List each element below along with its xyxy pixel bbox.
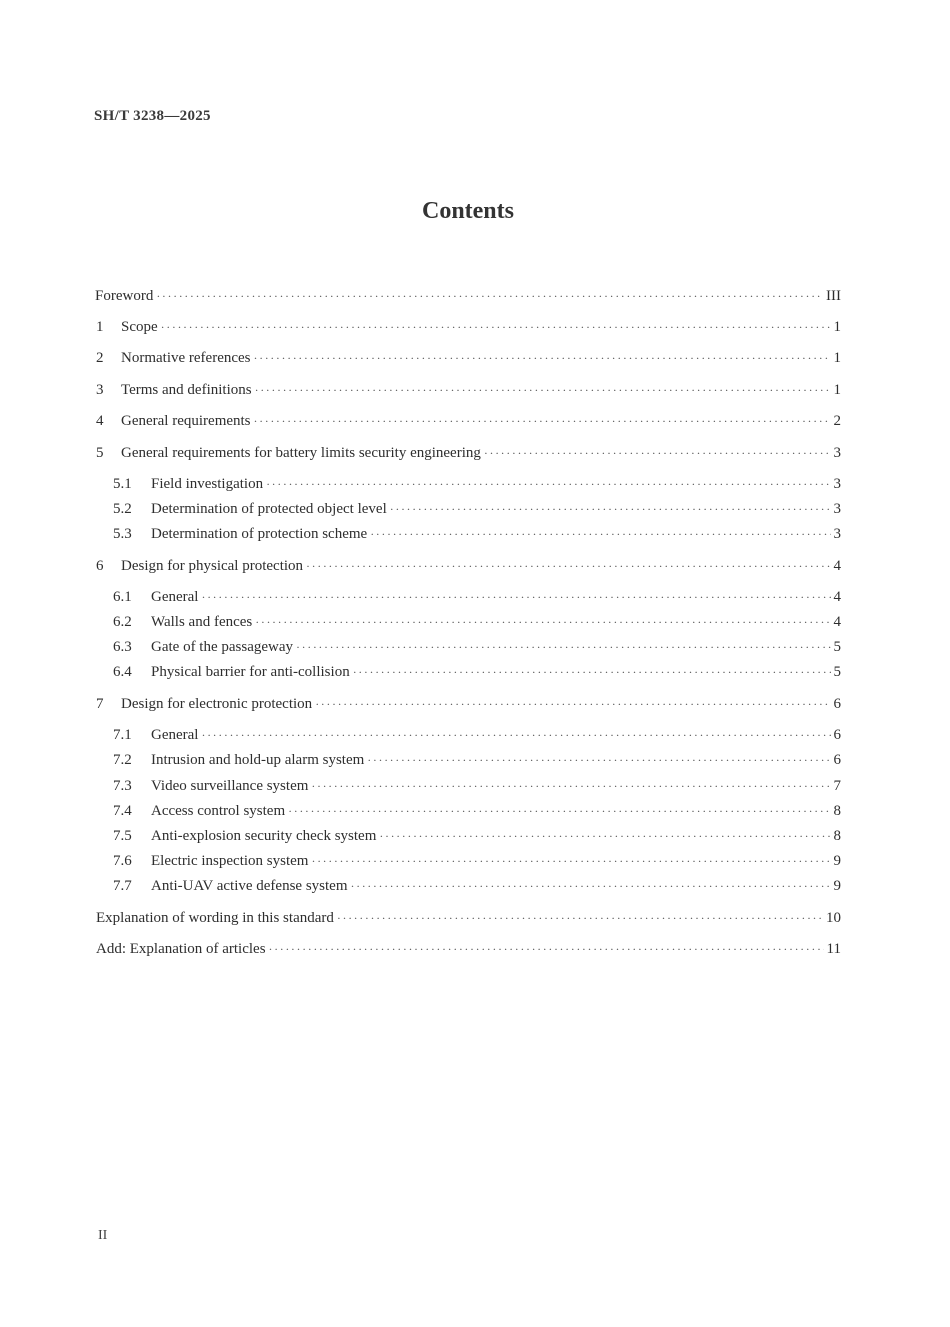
toc-entry-page: 3 [833,501,841,517]
dot-leader [379,826,830,846]
toc-entry[interactable] [95,286,841,306]
document-code: SH/T 3238—2025 [94,108,211,124]
dot-leader [311,851,830,871]
toc-entry-title: Electric inspection system [151,853,309,869]
toc-entry-number: 5.1 [113,476,132,492]
toc-entry[interactable] [96,411,841,431]
toc-entry-title: Terms and definitions [121,382,252,398]
dot-leader [255,612,830,632]
dot-leader [201,587,830,607]
toc-entry-number: 6 [96,558,104,574]
toc-entry-number: 2 [96,350,104,366]
toc-entry-number: 7.1 [113,727,132,743]
toc-entry[interactable] [96,443,841,463]
toc-entry-title: General requirements [121,413,251,429]
toc-entry[interactable] [113,612,841,632]
toc-entry[interactable] [96,348,841,368]
dot-leader [306,556,830,576]
toc-entry-title: Foreword [95,288,154,304]
toc-entry-number: 5.3 [113,526,132,542]
toc-entry-number: 7.2 [113,752,132,768]
toc-entry[interactable] [113,662,841,682]
toc-entry-page: 8 [833,828,841,844]
dot-leader [255,380,831,400]
toc-entry-number: 1 [96,319,104,335]
toc-entry-number: 5 [96,445,104,461]
toc-entry-number: 7.7 [113,878,132,894]
toc-entry[interactable] [113,474,841,494]
toc-entry-title: Video surveillance system [151,778,309,794]
toc-entry[interactable] [113,587,841,607]
toc-entry-title: General [151,589,199,605]
toc-entry[interactable] [113,499,841,519]
dot-leader [254,348,831,368]
dot-leader [315,694,830,714]
toc-entry[interactable] [113,725,841,745]
toc-entry-number: 7 [96,696,104,712]
toc-entry-page: 1 [833,350,841,366]
dot-leader [201,725,830,745]
toc-entry-page: 8 [833,803,841,819]
toc-entry-title: Intrusion and hold-up alarm system [151,752,365,768]
toc-entry-title: Determination of protection scheme [151,526,368,542]
toc-entry-page: 2 [833,413,841,429]
toc-entry-page: 4 [833,614,841,630]
dot-leader [266,474,830,494]
toc-entry-title: Design for electronic protection [121,696,313,712]
toc-entry-title: Add: Explanation of articles [96,941,266,957]
toc-entry-number: 6.1 [113,589,132,605]
toc-entry-number: 5.2 [113,501,132,517]
toc-entry-title: General requirements for battery limits security engineering [121,445,481,461]
toc-entry[interactable] [96,908,841,928]
toc-entry[interactable] [113,637,841,657]
toc-entry-title: General [151,727,199,743]
toc-entry-title: Normative references [121,350,251,366]
page-number: II [98,1228,108,1243]
toc-entry[interactable] [113,826,841,846]
dot-leader [390,499,831,519]
toc-entry-number: 4 [96,413,104,429]
toc-entry[interactable] [113,876,841,896]
dot-leader [351,876,831,896]
toc-entry-title: Gate of the passageway [151,639,294,655]
toc-entry-number: 3 [96,382,104,398]
toc-entry[interactable] [113,750,841,770]
toc-entry[interactable] [113,801,841,821]
dot-leader [156,286,823,306]
toc-entry-page: 3 [833,445,841,461]
toc-entry[interactable] [96,380,841,400]
toc-entry-page: 5 [833,664,841,680]
toc-entry-page: 6 [833,727,841,743]
toc-entry-title: Field investigation [151,476,264,492]
toc-entry-page: 9 [833,853,841,869]
toc-entry-page: 11 [826,941,841,957]
toc-entry-number: 7.4 [113,803,132,819]
toc-entry[interactable] [96,694,841,714]
toc-entry-page: 1 [833,382,841,398]
toc-entry-title: Walls and fences [151,614,253,630]
toc-entry[interactable] [113,851,841,871]
dot-leader [269,939,824,959]
page-title: Contents [421,198,514,224]
toc-entry-number: 7.3 [113,778,132,794]
toc-entry-title: Anti-UAV active defense system [151,878,348,894]
toc-entry[interactable] [96,556,841,576]
dot-leader [254,411,831,431]
toc-entry-page: 9 [833,878,841,894]
toc-entry-number: 6.2 [113,614,132,630]
dot-leader [311,776,830,796]
toc-entry-page: 1 [833,319,841,335]
dot-leader [353,662,831,682]
toc-entry-page: 3 [833,476,841,492]
toc-entry-page: 5 [833,639,841,655]
toc-entry-page: 3 [833,526,841,542]
toc-entry-title: Anti-explosion security check system [151,828,377,844]
toc-entry[interactable] [113,776,841,796]
toc-entry-title: Determination of protected object level [151,501,387,517]
toc-entry-page: 6 [833,696,841,712]
dot-leader [484,443,831,463]
toc-entry-number: 6.3 [113,639,132,655]
toc-entry-page: 7 [833,778,841,794]
toc-entry-page: 10 [826,910,841,926]
toc-entry-number: 6.4 [113,664,132,680]
toc-entry-number: 7.6 [113,853,132,869]
toc-entry-title: Design for physical protection [121,558,304,574]
dot-leader [370,524,830,544]
toc-entry-page: 6 [833,752,841,768]
toc-entry[interactable] [113,524,841,544]
toc-entry-page: III [826,288,841,304]
toc-entry-page: 4 [833,589,841,605]
dot-leader [296,637,830,657]
toc-entry-title: Access control system [151,803,286,819]
dot-leader [367,750,830,770]
toc-entry[interactable] [96,939,841,959]
toc-entry-title: Physical barrier for anti-collision [151,664,350,680]
toc-entry[interactable] [96,317,841,337]
toc-entry-number: 7.5 [113,828,132,844]
dot-leader [337,908,823,928]
dot-leader [161,317,831,337]
toc-entry-page: 4 [833,558,841,574]
toc-entry-title: Explanation of wording in this standard [96,910,334,926]
dot-leader [288,801,830,821]
toc-entry-title: Scope [121,319,158,335]
